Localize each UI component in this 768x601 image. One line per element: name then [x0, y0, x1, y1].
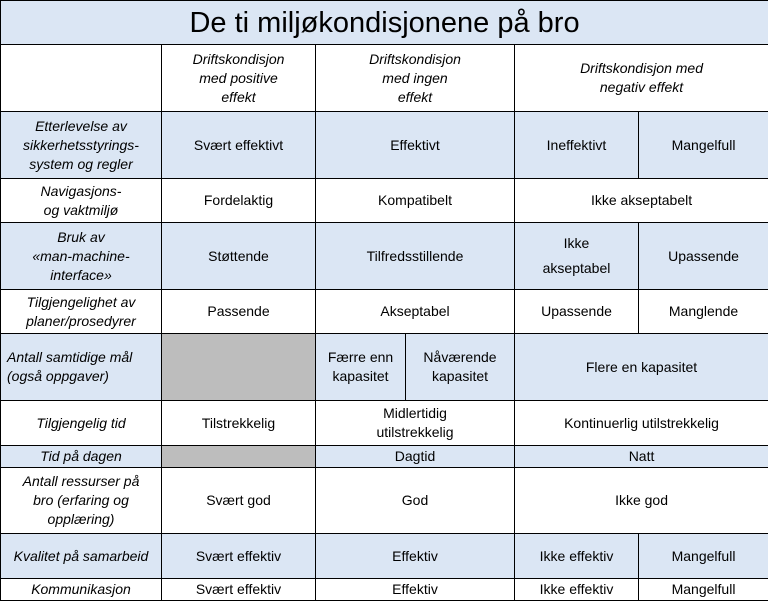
- cell-timeofday-neutral: Dagtid: [316, 446, 515, 468]
- cell-cooperation-negative-1: Ikke effektiv: [515, 534, 639, 579]
- cell-mmi-negative-2: Upassende: [639, 223, 768, 290]
- cell-time-positive: Tilstrekkelig: [162, 401, 316, 446]
- cell-cooperation-neutral: Effektiv: [316, 534, 515, 579]
- cell-mmi-negative-1: Ikke akseptabel: [515, 223, 639, 290]
- cell-navigation-positive: Fordelaktig: [162, 179, 316, 223]
- cell-communication-neutral: Effektiv: [316, 579, 515, 601]
- cell-procedures-negative-2: Manglende: [639, 290, 768, 334]
- cell-compliance-negative-2: Mangelfull: [639, 112, 768, 179]
- cell-compliance-negative-1: Ineffektivt: [515, 112, 639, 179]
- cell-cooperation-negative-2: Mangelfull: [639, 534, 768, 579]
- empty-corner-cell: [1, 45, 162, 112]
- cell-resources-positive: Svært god: [162, 468, 316, 534]
- cell-mmi-positive: Støttende: [162, 223, 316, 290]
- row-label-resources: Antall ressurser på bro (erfaring og opplæring): [1, 468, 162, 534]
- row-label-time-of-day: Tid på dagen: [1, 446, 162, 468]
- row-label-procedures: Tilgjengelighet av planer/prosedyrer: [1, 290, 162, 334]
- cell-targets-neutral-2: Nåværende kapasitet: [406, 334, 515, 401]
- row-label-available-time: Tilgjengelig tid: [1, 401, 162, 446]
- cell-resources-negative: Ikke god: [515, 468, 768, 534]
- cell-targets-negative: Flere en kapasitet: [515, 334, 768, 401]
- cell-communication-positive: Svært effektiv: [162, 579, 316, 601]
- cell-resources-neutral: God: [316, 468, 515, 534]
- cell-compliance-positive: Svært effektivt: [162, 112, 316, 179]
- cell-timeofday-negative: Natt: [515, 446, 768, 468]
- header-neutral: Driftskondisjon med ingen effekt: [316, 45, 515, 112]
- row-label-targets: Antall samtidige mål (også oppgaver): [1, 334, 162, 401]
- cell-navigation-negative: Ikke akseptabelt: [515, 179, 768, 223]
- cell-procedures-neutral: Akseptabel: [316, 290, 515, 334]
- row-label-compliance: Etterlevelse av sikkerhetsstyrings- system og regler: [1, 112, 162, 179]
- cell-mmi-neutral: Tilfredsstillende: [316, 223, 515, 290]
- cell-time-negative: Kontinuerlig utilstrekkelig: [515, 401, 768, 446]
- row-label-communication: Kommunikasjon: [1, 579, 162, 601]
- row-label-navigation: Navigasjons- og vaktmiljø: [1, 179, 162, 223]
- cell-timeofday-positive-empty: [162, 446, 316, 468]
- cell-procedures-negative-1: Upassende: [515, 290, 639, 334]
- header-negative: Driftskondisjon med negativ effekt: [515, 45, 768, 112]
- cell-communication-negative-1: Ikke effektiv: [515, 579, 639, 601]
- cell-cooperation-positive: Svært effektiv: [162, 534, 316, 579]
- header-positive: Driftskondisjon med positive effekt: [162, 45, 316, 112]
- cell-compliance-neutral: Effektivt: [316, 112, 515, 179]
- cell-time-neutral: Midlertidig utilstrekkelig: [316, 401, 515, 446]
- row-label-cooperation: Kvalitet på samarbeid: [1, 534, 162, 579]
- cell-targets-positive-empty: [162, 334, 316, 401]
- cell-navigation-neutral: Kompatibelt: [316, 179, 515, 223]
- cell-targets-neutral-1: Færre enn kapasitet: [316, 334, 406, 401]
- cell-communication-negative-2: Mangelfull: [639, 579, 768, 601]
- page-title: De ti miljøkondisjonene på bro: [1, 1, 768, 45]
- cell-procedures-positive: Passende: [162, 290, 316, 334]
- row-label-mmi: Bruk av «man-machine- interface»: [1, 223, 162, 290]
